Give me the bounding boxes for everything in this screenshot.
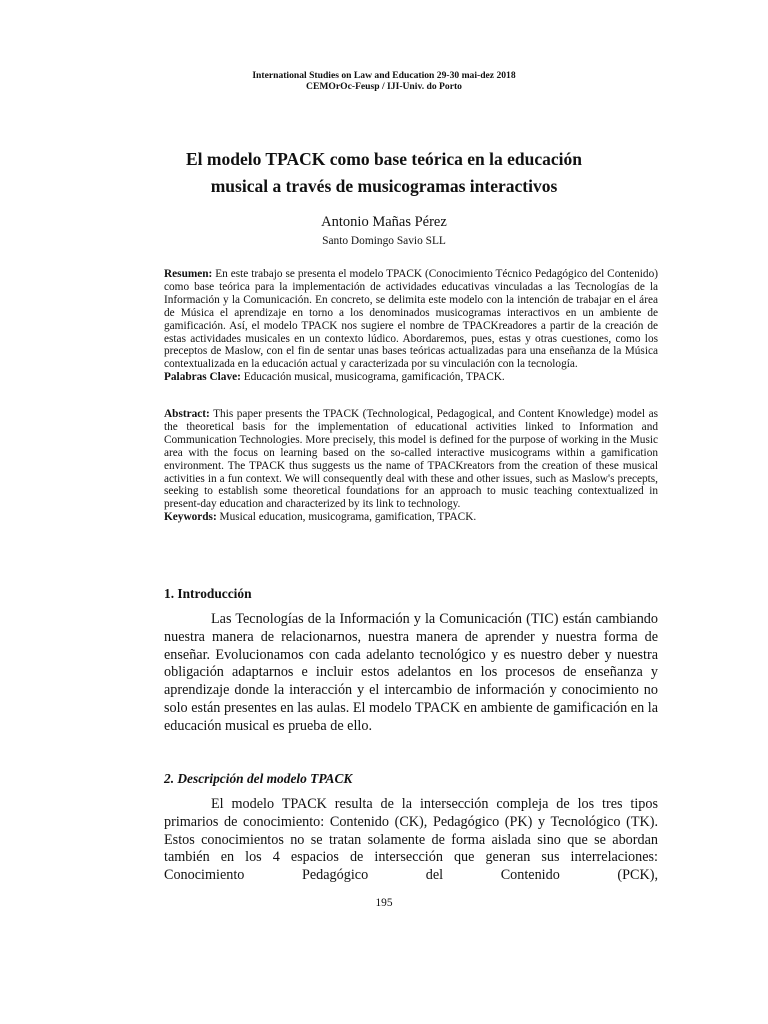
journal-header-line2: CEMOrOc-Feusp / IJI-Univ. do Porto bbox=[306, 81, 462, 92]
keywords-english-text: Musical education, musicograma, gamification, TPACK. bbox=[216, 511, 477, 524]
keywords-spanish bbox=[164, 371, 658, 384]
article-title bbox=[150, 146, 618, 200]
author-affiliation: Santo Domingo Savio SLL bbox=[322, 235, 446, 247]
keywords-english-label: Keywords: bbox=[164, 511, 217, 524]
page-number: 195 bbox=[375, 897, 393, 909]
abstract-spanish-text: En este trabajo se presenta el modelo TPACK (Conocimiento Técnico Pedagógico del Contenido) como base teórica para la implementación de actividades educativas vinculadas a las Tecnologías de la Información y la Comunicación. En concreto, se delimita este modelo con la intención de trabajar en el área de Música el aprendizaje en torno a los denominados musicogramas interactivos en un ambiente de gamificación. Así, el modelo TPACK nos sugiere el nombre de TPACKreadores a partir de la creación de estas actividades musicales en un contexto lúdico. Abordaremos, pues, estas y otras cuestiones, como los preceptos de Maslow, con el fin de sentar unas bases teóricas actualizadas para una enseñanza de la Música contextualizada en la educación actual y caracterizada por su vinculación con la tecnología. bbox=[164, 268, 658, 371]
tpack-description-paragraph: El modelo TPACK resulta de la intersección compleja de los tres tipos primarios de conocimiento: Contenido (CK), Pedagógico (PK) y Tecnológico (TK). Estos conocimientos no se tratan solamente de forma aislada sino que se abordan también en los 4 espacios de intersección que generan sus interrelaciones: Conocimiento Pedagógico del Contenido (PCK), bbox=[164, 796, 658, 884]
article-title-line1: El modelo TPACK como base teórica en la educación bbox=[186, 149, 582, 169]
journal-header-line1: International Studies on Law and Education 29-30 mai-dez 2018 bbox=[252, 70, 516, 81]
abstract-spanish-label: Resumen: bbox=[164, 268, 213, 280]
abstract-english-text: This paper presents the TPACK (Technological, Pedagogical, and Content Knowledge) model as the theoretical basis for the implementation of educational activities linked to Information and Communication Technologies. More precisely, this model is defined for the purpose of working in the Music area with the focus on learning based on the so-called interactive musicograms within a gamification environment. The TPACK thus suggests us the name of TPACKreators from the creation of these musical activities in a fun context. We will consequently deal with these and other issues, such as Maslow's precepts, seeking to establish some theoretical foundations for an approach to music teaching contextualized in present-day education and characterized by its link to technology. bbox=[164, 408, 658, 511]
abstract-spanish-body bbox=[164, 268, 658, 371]
keywords-spanish-label: Palabras Clave: bbox=[164, 371, 241, 384]
abstract-english-body bbox=[164, 408, 658, 511]
keywords-spanish-text: Educación musical, musicograma, gamificación, TPACK. bbox=[240, 371, 505, 384]
abstract-spanish bbox=[164, 268, 658, 384]
journal-header bbox=[0, 70, 768, 92]
abstract-english-label: Abstract: bbox=[164, 408, 210, 420]
introduction-paragraph: Las Tecnologías de la Información y la Comunicación (TIC) están cambiando nuestra manera de relacionarnos, nuestra manera de aprender y nuestra forma de enseñar. Evolucionamos con cada adelanto tecnológico y es nuestro deber y nuestra obligación adaptarnos e incluir estos adelantos en los procesos de enseñanza y aprendizaje donde la interacción y el intercambio de información y conocimiento no solo están presentes en las aulas. El modelo TPACK en ambiente de gamificación en la educación musical es prueba de ello. bbox=[164, 611, 658, 734]
article-title-line2: musical a través de musicogramas interactivos bbox=[210, 176, 558, 196]
section-heading-introduction: 1. Introducción bbox=[164, 586, 252, 601]
keywords-english bbox=[164, 511, 658, 524]
section-heading-tpack-description: 2. Descripción del modelo TPACK bbox=[164, 771, 353, 786]
abstract-english bbox=[164, 408, 658, 524]
author-name: Antonio Mañas Pérez bbox=[321, 214, 447, 230]
